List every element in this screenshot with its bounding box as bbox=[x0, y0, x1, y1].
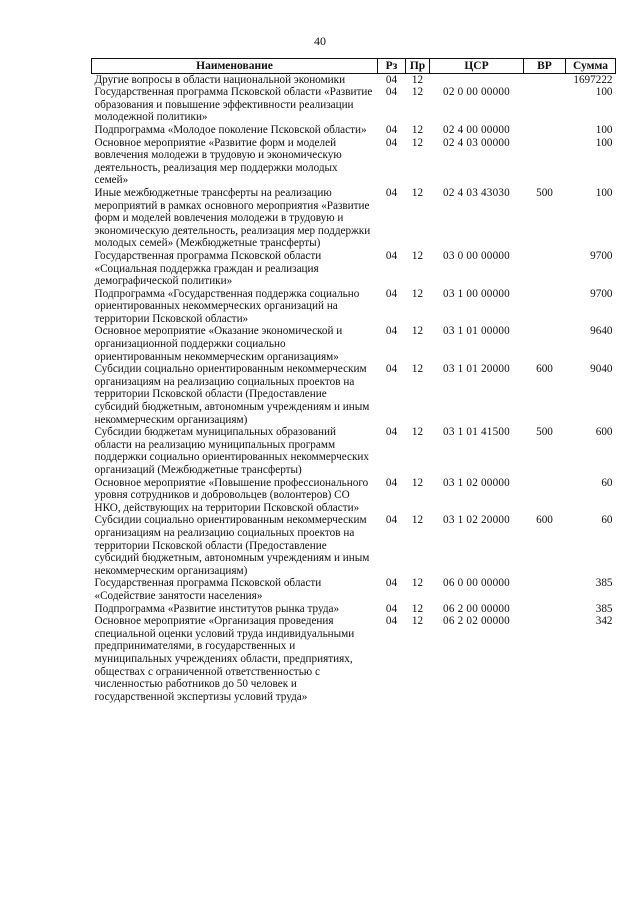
table-row bbox=[92, 250, 616, 288]
row-pr-cell: 12 bbox=[411, 325, 424, 338]
row-csr-cell: 03 0 00 00000 bbox=[443, 249, 510, 262]
row-rz-cell: 04 bbox=[385, 426, 398, 439]
table-row bbox=[92, 514, 616, 577]
row-sum-cell: 9700 bbox=[590, 249, 613, 262]
row-vr-cell: 500 bbox=[536, 426, 553, 439]
row-csr-cell: 06 2 00 00000 bbox=[443, 602, 510, 615]
table-body bbox=[92, 73, 616, 703]
table-row bbox=[92, 615, 616, 703]
row-name-cell: Основное мероприятие «Развитие форм и моделей вовлечения молодежи в трудовую и экономическую деятельность, реализация мер поддержки молодых семей» bbox=[94, 136, 342, 187]
row-rz-cell: 04 bbox=[385, 123, 398, 136]
row-vr-cell bbox=[524, 137, 566, 187]
row-csr-cell: 06 2 02 00000 bbox=[443, 615, 510, 628]
row-csr-cell: 03 1 01 41500 bbox=[443, 426, 510, 439]
table-header-row bbox=[92, 59, 616, 74]
row-rz-cell: 04 bbox=[385, 602, 398, 615]
table-row bbox=[92, 86, 616, 124]
row-rz-cell: 04 bbox=[385, 186, 398, 199]
row-name-cell: Субсидии социально ориентированным некоммерческим организациям на реализацию социальных проектов на территории Псковской области (Предоставление субсидий бюджетным, автономным учреждениям и иным некоммерческим организациям) bbox=[94, 363, 370, 426]
row-vr-cell bbox=[524, 325, 566, 363]
row-csr-cell: 03 1 01 20000 bbox=[443, 363, 510, 376]
table-row bbox=[92, 363, 616, 426]
row-name-cell: Основное мероприятие «Организация проведения специальной оценки условий труда индивидуальными предпринимателями, в государственных и муниципальных учреждениях области, предприятиях, обществах с ограниченной ответственностью с численностью работников до 50 человек и государственной экспертизы условий труда» bbox=[94, 615, 355, 703]
table-row bbox=[92, 187, 616, 250]
row-sum-cell: 342 bbox=[595, 615, 613, 628]
row-vr-cell: 500 bbox=[536, 186, 553, 199]
row-rz-cell: 04 bbox=[385, 514, 398, 527]
header-csr: ЦСР bbox=[430, 59, 524, 74]
row-vr-cell bbox=[524, 477, 566, 515]
row-pr-cell: 12 bbox=[411, 602, 424, 615]
row-pr-cell: 12 bbox=[411, 86, 424, 99]
row-sum-cell: 100 bbox=[595, 136, 613, 149]
row-csr-cell: 02 4 03 00000 bbox=[443, 136, 510, 149]
table-row bbox=[92, 73, 616, 86]
row-rz-cell: 04 bbox=[385, 249, 398, 262]
row-csr-cell: 02 0 00 00000 bbox=[443, 86, 510, 99]
row-csr-cell: 02 4 03 43030 bbox=[443, 186, 510, 199]
table-row bbox=[92, 603, 616, 616]
table-row bbox=[92, 124, 616, 137]
row-sum-cell: 100 bbox=[595, 86, 613, 99]
budget-table bbox=[91, 58, 616, 703]
row-pr-cell: 12 bbox=[411, 186, 424, 199]
row-pr-cell: 12 bbox=[411, 123, 424, 136]
row-csr-cell: 03 1 01 00000 bbox=[443, 325, 510, 338]
row-pr-cell: 12 bbox=[411, 514, 424, 527]
row-vr-cell bbox=[524, 86, 566, 124]
row-sum-cell: 9640 bbox=[590, 325, 613, 338]
row-name-cell: Подпрограмма «Молодое поколение Псковской области» bbox=[94, 123, 367, 136]
row-name-cell: Другие вопросы в области национальной экономики bbox=[94, 73, 346, 86]
row-pr-cell: 12 bbox=[411, 615, 424, 628]
row-rz-cell: 04 bbox=[385, 615, 398, 628]
row-rz-cell: 04 bbox=[385, 476, 398, 489]
row-sum-cell: 385 bbox=[595, 577, 613, 590]
table-row bbox=[92, 477, 616, 515]
row-vr-cell bbox=[524, 603, 566, 616]
row-name-cell: Основное мероприятие «Оказание экономической и организационной поддержки социально ориентированным некоммерческим организациям» bbox=[94, 325, 343, 363]
row-vr-cell bbox=[524, 124, 566, 137]
row-sum-cell: 9040 bbox=[590, 363, 613, 376]
row-vr-cell: 600 bbox=[536, 514, 553, 527]
header-pr: Пр bbox=[406, 59, 430, 74]
row-sum-cell: 9700 bbox=[590, 287, 613, 300]
table-row bbox=[92, 426, 616, 476]
row-csr-cell: 03 1 02 20000 bbox=[443, 514, 510, 527]
row-name-cell: Субсидии бюджетам муниципальных образований области на реализацию муниципальных программ поддержки социально ориентированных некоммерческих организаций (Межбюджетные трансферты) bbox=[94, 426, 369, 476]
table-row bbox=[92, 137, 616, 187]
row-rz-cell: 04 bbox=[385, 73, 398, 86]
row-rz-cell: 04 bbox=[385, 287, 398, 300]
row-name-cell: Государственная программа Псковской области «Развитие образования и повышение эффективности реализации молодежной политики» bbox=[94, 86, 373, 124]
row-rz-cell: 04 bbox=[385, 86, 398, 99]
header-name: Наименование bbox=[92, 59, 378, 74]
row-rz-cell: 04 bbox=[385, 363, 398, 376]
row-vr-cell bbox=[524, 288, 566, 326]
row-sum-cell: 600 bbox=[595, 426, 613, 439]
row-csr-cell: 03 1 02 00000 bbox=[443, 476, 510, 489]
row-pr-cell: 12 bbox=[411, 426, 424, 439]
row-csr-cell: 06 0 00 00000 bbox=[443, 577, 510, 590]
row-rz-cell: 04 bbox=[385, 325, 398, 338]
row-vr-cell bbox=[524, 577, 566, 602]
row-name-cell: Подпрограмма «Развитие институтов рынка труда» bbox=[94, 602, 340, 615]
row-sum-cell: 60 bbox=[601, 514, 613, 527]
row-sum-cell: 100 bbox=[595, 123, 613, 136]
table-row bbox=[92, 288, 616, 326]
row-name-cell: Основное мероприятие «Повышение профессионального уровня сотрудников и добровольцев (волонтеров) СО НКО, действующих на территории Псковской области» bbox=[94, 476, 369, 514]
row-name-cell: Государственная программа Псковской области «Содействие занятости населения» bbox=[94, 577, 322, 602]
row-name-cell: Подпрограмма «Государственная поддержка социально ориентированных некоммерческих организаций на территории Псковской области» bbox=[94, 287, 360, 325]
row-csr-cell: 02 4 00 00000 bbox=[443, 123, 510, 136]
header-vr: ВР bbox=[524, 59, 566, 74]
row-vr-cell: 600 bbox=[536, 363, 553, 376]
header-sum: Сумма bbox=[566, 59, 616, 74]
row-pr-cell: 12 bbox=[411, 363, 424, 376]
row-sum-cell: 60 bbox=[601, 476, 613, 489]
page-number: 40 bbox=[314, 34, 326, 48]
row-sum-cell: 100 bbox=[595, 186, 613, 199]
table-row bbox=[92, 325, 616, 363]
row-vr-cell bbox=[524, 250, 566, 288]
row-name-cell: Иные межбюджетные трансферты на реализацию мероприятий в рамках основного мероприятия «Развитие форм и моделей вовлечения молодежи в трудовую и экономическую деятельность, реализация мер поддержки молодых семей» (Межбюджетные трансферты) bbox=[94, 186, 371, 250]
row-csr-cell: 03 1 00 00000 bbox=[443, 287, 510, 300]
row-vr-cell bbox=[524, 615, 566, 703]
row-rz-cell: 04 bbox=[385, 136, 398, 149]
table-row bbox=[92, 577, 616, 602]
row-name-cell: Государственная программа Псковской области «Социальная поддержка граждан и реализация демографической политики» bbox=[94, 249, 322, 288]
row-name-cell: Субсидии социально ориентированным некоммерческим организациям на реализацию социальных проектов на территории Псковской области (Предоставление субсидий бюджетным, автономным учреждениям и иным некоммерческим организациям) bbox=[94, 514, 370, 577]
row-pr-cell: 12 bbox=[411, 73, 424, 86]
row-sum-cell: 1697222 bbox=[573, 73, 613, 86]
row-vr-cell bbox=[524, 73, 566, 86]
row-csr-cell bbox=[430, 73, 524, 86]
header-rz: Рз bbox=[378, 59, 406, 74]
row-pr-cell: 12 bbox=[411, 136, 424, 149]
row-pr-cell: 12 bbox=[411, 249, 424, 262]
row-pr-cell: 12 bbox=[411, 577, 424, 590]
row-pr-cell: 12 bbox=[411, 476, 424, 489]
row-pr-cell: 12 bbox=[411, 287, 424, 300]
row-rz-cell: 04 bbox=[385, 577, 398, 590]
row-sum-cell: 385 bbox=[595, 602, 613, 615]
